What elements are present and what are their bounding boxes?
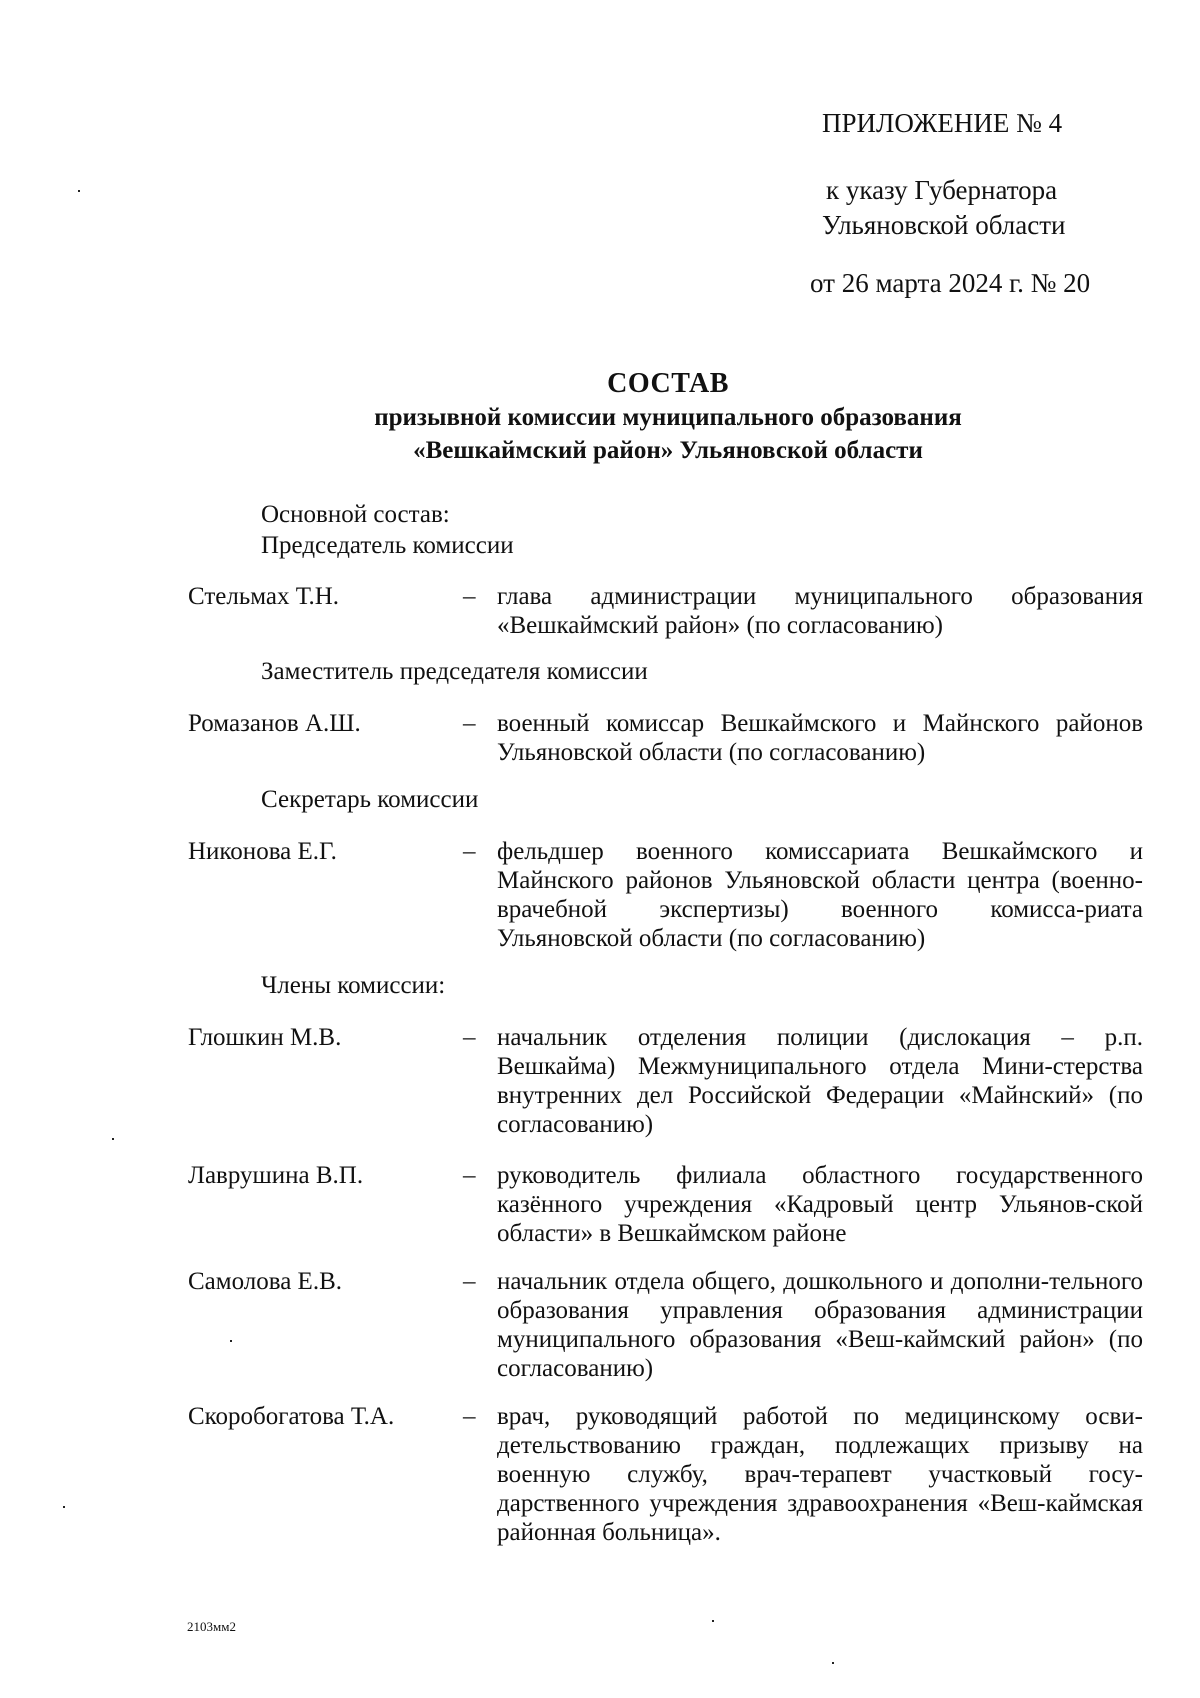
scan-speck: [63, 1506, 65, 1508]
document-subtitle-line1: призывной комиссии муниципального образования: [374, 404, 962, 431]
member-name: Самолова Е.В.: [188, 1268, 343, 1295]
dash-separator: –: [463, 838, 476, 865]
member-name: Глошкин М.В.: [188, 1024, 342, 1051]
member-position: глава администрации муниципального образования «Вешкаймский район» (по согласованию): [497, 583, 1143, 639]
dash-separator: –: [463, 710, 476, 737]
member-name: Стельмах Т.Н.: [188, 583, 340, 610]
scan-speck: [112, 1138, 114, 1140]
scan-speck: [832, 1662, 834, 1664]
section-main-composition: Основной состав:: [261, 501, 450, 528]
member-name: Лаврушина В.П.: [188, 1162, 364, 1189]
section-members: Члены комиссии:: [261, 972, 446, 999]
dash-separator: –: [463, 583, 476, 610]
section-secretary: Секретарь комиссии: [261, 786, 479, 813]
decree-reference-line2: Ульяновской области: [822, 210, 1066, 240]
member-position: фельдшер военного комиссариата Вешкаймского и Майнского районов Ульяновской области центра (военно-врачебной экспертизы) военного комисса-риата Ульяновской области (по согласованию): [497, 838, 1143, 952]
decree-reference-line1: к указу Губернатора: [826, 175, 1058, 205]
section-deputy: Заместитель председателя комиссии: [261, 658, 648, 685]
member-position: начальник отделения полиции (дислокация – р.п. Вешкайма) Межмуниципального отдела Мини-стерства внутренних дел Российской Федерации «Майнский» (по согласованию): [497, 1024, 1143, 1138]
dash-separator: –: [463, 1024, 476, 1051]
member-position: врач, руководящий работой по медицинскому осви-детельствованию граждан, подлежащих призыву на военную службу, врач-терапевт участковый госу-дарственного учреждения здравоохранения «Веш-каймская районная больница».: [497, 1403, 1143, 1546]
member-name: Скоробогатова Т.А.: [188, 1403, 395, 1430]
member-name: Никонова Е.Г.: [188, 838, 337, 865]
dash-separator: –: [463, 1268, 476, 1295]
scan-speck: [712, 1620, 714, 1622]
member-name: Ромазанов А.Ш.: [188, 710, 361, 737]
document-subtitle-line2: «Вешкаймский район» Ульяновской области: [413, 437, 923, 464]
appendix-title: ПРИЛОЖЕНИЕ № 4: [822, 108, 1063, 138]
member-position: начальник отдела общего, дошкольного и дополни-тельного образования управления образования администрации муниципального образования «Веш-каймский район» (по согласованию): [497, 1268, 1143, 1382]
decree-date: от 26 марта 2024 г. № 20: [810, 268, 1091, 298]
scan-speck: [230, 1340, 232, 1342]
member-position: военный комиссар Вешкаймского и Майнского районов Ульяновской области (по согласованию): [497, 710, 1143, 766]
dash-separator: –: [463, 1162, 476, 1189]
document-code: 2103мм2: [187, 1619, 236, 1634]
document-title: СОСТАВ: [607, 368, 729, 399]
dash-separator: –: [463, 1403, 476, 1430]
member-position: руководитель филиала областного государственного казённого учреждения «Кадровый центр Ульянов-ской области» в Вешкаймском районе: [497, 1162, 1143, 1247]
scan-speck: [78, 190, 80, 192]
section-chair: Председатель комиссии: [261, 532, 514, 559]
